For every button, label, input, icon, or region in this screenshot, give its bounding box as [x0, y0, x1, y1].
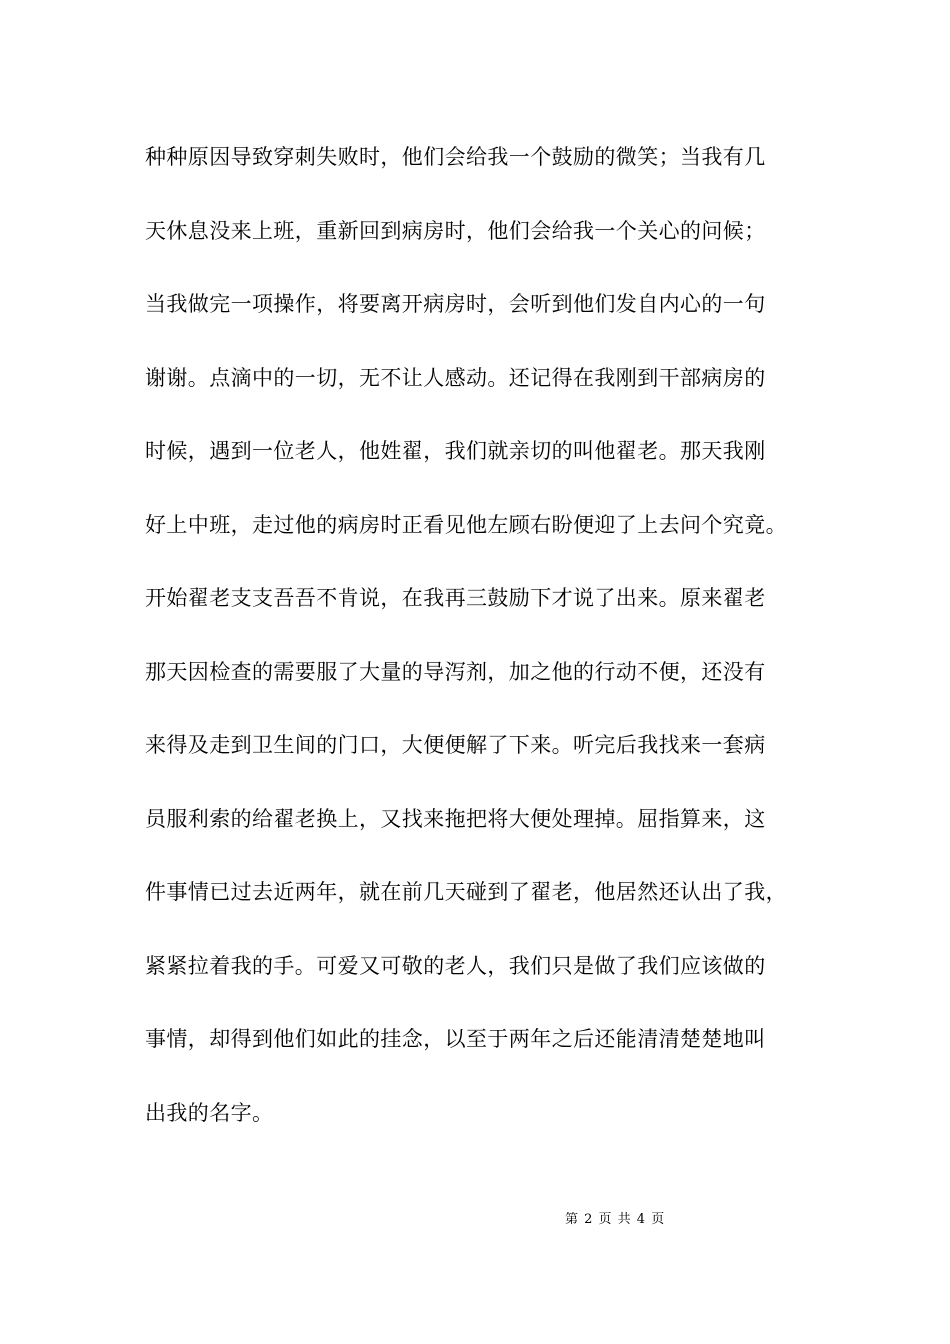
- text-line: 事情，却得到他们如此的挂念，以至于两年之后还能清清楚楚地叫: [145, 1027, 766, 1051]
- text-line: 出我的名字。: [145, 1100, 274, 1125]
- text-line: 谢谢。点滴中的一切，无不让人感动。还记得在我刚到干部病房的: [145, 365, 766, 390]
- body-text: [145, 137, 835, 1166]
- page-footer: 第 2 页 共 4 页: [565, 1212, 666, 1227]
- text-line: 件事情已过去近两年，就在前几天碰到了翟老，他居然还认出了我，: [145, 880, 787, 904]
- text-line: 天休息没来上班，重新回到病房时，他们会给我一个关心的问候；: [145, 218, 766, 243]
- text-line: 时候，遇到一位老人，他姓翟，我们就亲切的叫他翟老。那天我刚: [145, 439, 766, 463]
- text-line: 紧紧拉着我的手。可爱又可敬的老人，我们只是做了我们应该做的: [145, 953, 766, 978]
- text-line: 当我做完一项操作，将要离开病房时，会听到他们发自内心的一句: [145, 292, 766, 316]
- text-line: 开始翟老支支吾吾不肯说，在我再三鼓励下才说了出来。原来翟老: [145, 586, 766, 610]
- text-line: 来得及走到卫生间的门口，大便便解了下来。听完后我找来一套病: [145, 733, 766, 757]
- text-line: 员服利索的给翟老换上，又找来拖把将大便处理掉。屈指算来，这: [145, 806, 766, 831]
- text-line: 种种原因导致穿刺失败时，他们会给我一个鼓励的微笑；当我有几: [145, 145, 766, 169]
- text-line: 好上中班，走过他的病房时正看见他左顾右盼便迎了上去问个究竟。: [145, 512, 787, 537]
- text-line: 那天因检查的需要服了大量的导泻剂，加之他的行动不便，还没有: [145, 659, 766, 684]
